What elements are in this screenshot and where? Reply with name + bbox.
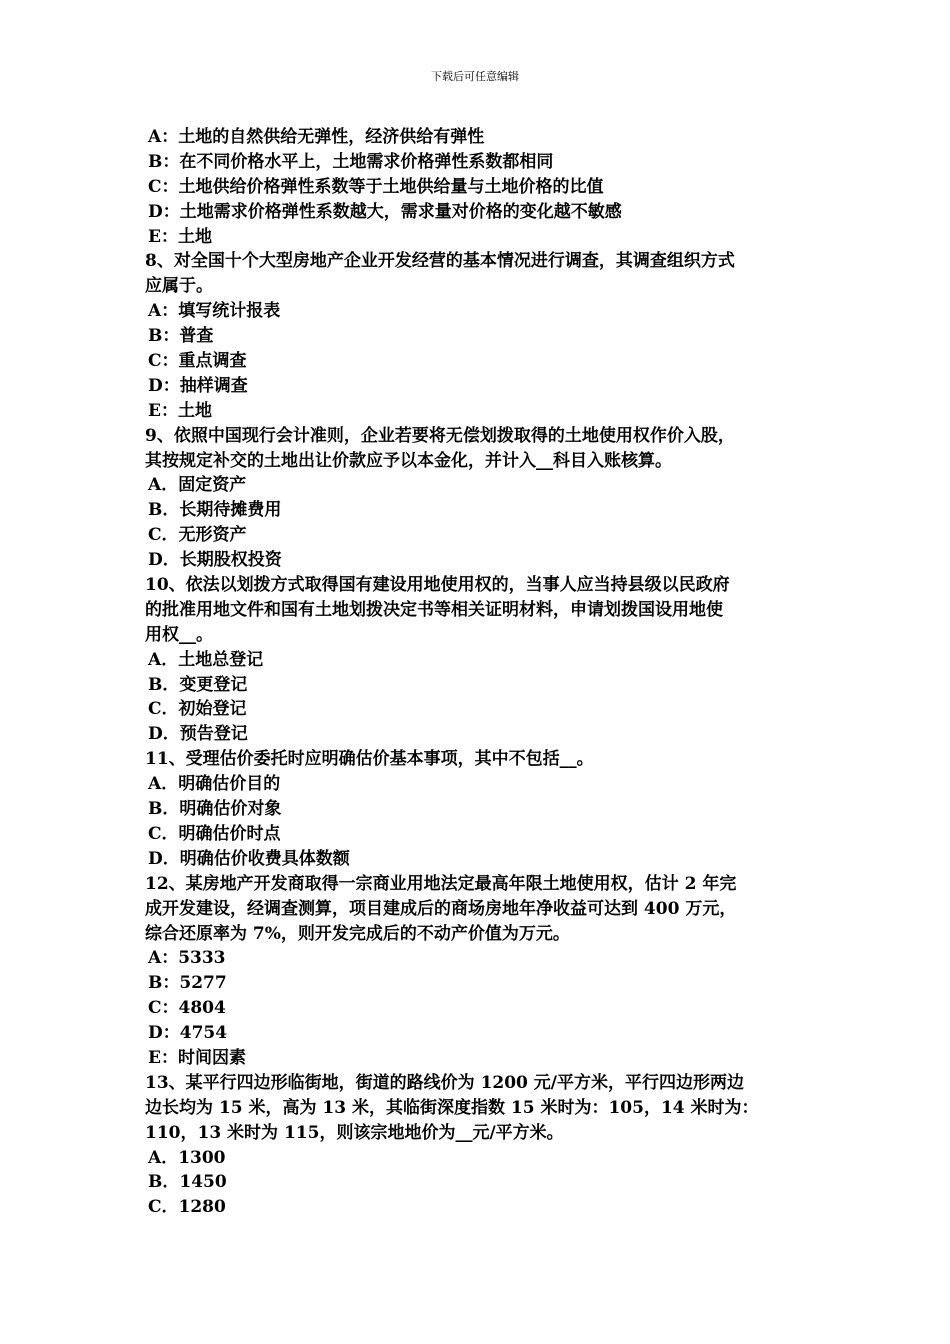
answer-option: B．变更登记 <box>148 674 248 695</box>
page-header-note: 下载后可任意编辑 <box>431 70 519 83</box>
question-text: 成开发建设，经调查测算，项目建成后的商场房地年净收益可达到 400 万元， <box>145 898 737 919</box>
answer-option: C．明确估价时点 <box>148 823 281 844</box>
answer-option: C：4804 <box>148 998 226 1019</box>
answer-option: C：重点调查 <box>148 351 247 372</box>
answer-option: A．固定资产 <box>148 475 247 496</box>
answer-option: E：土地 <box>148 400 212 421</box>
answer-option: D．明确估价收费具体数额 <box>148 848 350 869</box>
answer-option: A：填写统计报表 <box>148 301 281 322</box>
question-text: 11、受理估价委托时应明确估价基本事项，其中不包括__。 <box>145 749 594 770</box>
question-text: 用权__。 <box>145 624 213 645</box>
answer-option: A：土地的自然供给无弹性，经济供给有弹性 <box>148 127 485 147</box>
question-text: 的批准用地文件和国有土地划拨决定书等相关证明材料，申请划拨国设用地使 <box>145 599 723 620</box>
question-text: 110，13 米时为 115，则该宗地地价为__元/平方米。 <box>145 1122 564 1143</box>
answer-option: B：普查 <box>148 326 214 347</box>
answer-option: D：土地需求价格弹性系数越大，需求量对价格的变化越不敏感 <box>148 201 622 222</box>
answer-option: D．预告登记 <box>148 724 248 745</box>
question-text: 8、对全国十个大型房地产企业开发经营的基本情况进行调查，其调查组织方式 <box>145 251 735 272</box>
answer-option: C．1280 <box>148 1197 226 1218</box>
answer-option: D：抽样调查 <box>148 375 248 396</box>
question-text: 应属于。 <box>145 276 213 297</box>
question-text: 9、依照中国现行会计准则，企业若要将无偿划拨取得的土地使用权作价入股， <box>145 425 735 446</box>
answer-option: A：5333 <box>148 948 226 969</box>
answer-option: E：土地 <box>148 226 212 247</box>
document-body <box>145 125 815 1220</box>
answer-option: B：5277 <box>148 973 227 994</box>
answer-option: D．长期股权投资 <box>148 550 282 571</box>
question-text: 10、依法以划拨方式取得国有建设用地使用权的，当事人应当持县级以民政府 <box>145 575 730 596</box>
question-text: 综合还原率为 7%，则开发完成后的不动产价值为万元。 <box>145 923 570 944</box>
answer-option: B：在不同价格水平上，土地需求价格弹性系数都相同 <box>148 151 554 172</box>
answer-option: C．无形资产 <box>148 525 247 546</box>
question-text: 边长均为 15 米，高为 13 米，其临街深度指数 15 米时为：105，14 米时为： <box>145 1097 759 1118</box>
answer-option: A．明确估价目的 <box>148 774 281 795</box>
question-text: 12、某房地产开发商取得一宗商业用地法定最高年限土地使用权，估计 2 年完 <box>145 873 737 894</box>
answer-option: E：时间因素 <box>148 1047 246 1068</box>
answer-option: C：土地供给价格弹性系数等于土地供给量与土地价格的比值 <box>148 176 604 197</box>
answer-option: A．1300 <box>148 1147 226 1168</box>
answer-option: A．土地总登记 <box>148 649 264 670</box>
question-text: 其按规定补交的土地出让价款应予以本金化，并计入__科目入账核算。 <box>145 450 672 471</box>
answer-option: C．初始登记 <box>148 699 247 720</box>
question-text: 13、某平行四边形临街地，街道的路线价为 1200 元/平方米，平行四边形两边 <box>145 1072 745 1093</box>
answer-option: B．1450 <box>148 1172 227 1193</box>
answer-option: B．明确估价对象 <box>148 799 282 820</box>
answer-option: D：4754 <box>148 1023 228 1044</box>
answer-option: B．长期待摊费用 <box>148 500 282 521</box>
